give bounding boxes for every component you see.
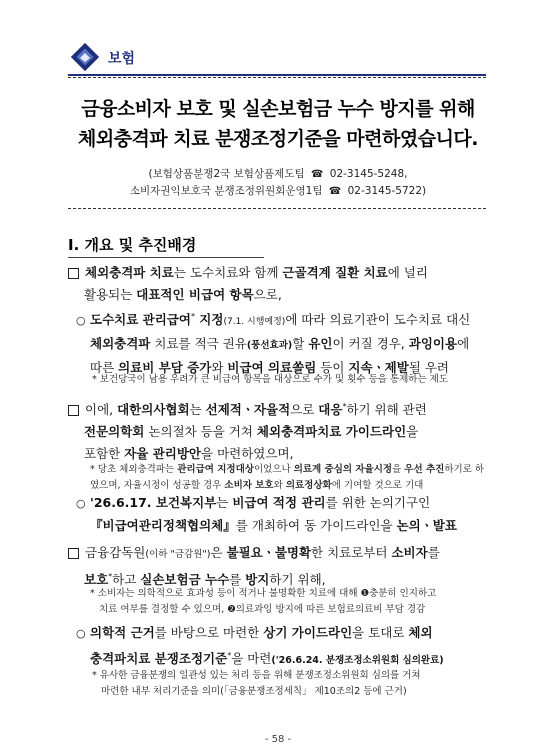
insurance-badge-icon	[70, 42, 100, 72]
paragraph-6: ○ 의학적 근거를 바탕으로 마련한 상기 가이드라인을 토대로 체외 충격파치료 분쟁조정기준*을 마련('26.6.24. 분쟁조정소위원회 심의완료)	[76, 625, 444, 667]
header-dashed-rule	[68, 77, 486, 78]
section-tag	[70, 42, 190, 72]
header-rule	[68, 74, 486, 76]
footnote-1: * 보건당국이 남용 우려가 큰 비급여 항목을 대상으로 수가 및 횟수 등을 통제하는 제도	[92, 374, 449, 385]
contact-line-1	[0, 166, 556, 181]
square-bullet-icon	[68, 548, 79, 559]
footnote-4: * 유사한 금융분쟁의 일관성 있는 처리 등을 위해 분쟁조정소위원회 심의를 거쳐 마련한 내부 처리기준을 의미(「금융분쟁조정세칙」 제10조의2 등에 근거)	[92, 670, 421, 697]
square-bullet-icon	[68, 405, 79, 416]
square-bullet-icon	[68, 268, 79, 279]
footnote-2: * 당초 체외충격파는 관리급여 지정대상이었으나 의료계 중심의 자율시정을 우선 추진하기로 하였으며, 자율시정이 성공할 경우 소비자 보호와 의료정상화에 기여할 것으로 기대	[90, 464, 485, 491]
phone-icon: ☎	[310, 169, 324, 180]
contact-line-2	[0, 183, 556, 198]
phone-icon: ☎	[328, 186, 342, 197]
footnote-3: * 소비자는 의학적으로 효과성 등이 적거나 불명확한 치료에 대해 ❶충분히 인지하고 치료 여부를 결정할 수 있으며, ❷의료과잉 방지에 따른 보험료의료비 부담 경감	[90, 588, 437, 615]
title-line-1: 금융소비자 보호 및 실손보험금 누수 방지를 위해	[81, 98, 475, 120]
contact-dashed-rule	[68, 208, 486, 209]
circle-bullet-icon: ○	[76, 497, 86, 510]
heading-underline	[68, 257, 264, 258]
paragraph-2: ○ 도수치료 관리급여* 지정(7.1. 시행예정)에 따라 의료기관이 도수치료 대신 체외충격파 치료를 적극 권유(풍선효과)할 유인이 커질 경우, 과잉이용에 따른 의료비 부담 증가와 비급여 의료쏠림 등이 지속ㆍ제발될 우려	[76, 312, 471, 376]
paragraph-1: 체외충격파 치료는 도수치료와 함께 근골격계 질환 치료에 널리 활용되는 대표적인 비급여 항목으로,	[68, 262, 488, 306]
paragraph-5: 금융감독원(이하 "금감원")은 불필요ㆍ불명확한 치료로부터 소비자를 보호*하고 실손보험금 누수를 방지하기 위해,	[68, 542, 488, 591]
circle-bullet-icon: ○	[76, 314, 86, 328]
section-label: 보험	[108, 51, 136, 67]
circle-bullet-icon: ○	[76, 627, 86, 640]
contact-phone-2: 02-3145-5722)	[347, 185, 427, 197]
section-heading: Ⅰ. 개요 및 추진배경	[68, 236, 197, 254]
contact-dept-1: (보험상품분쟁2국 보험상품제도팀	[148, 168, 305, 180]
paragraph-4: ○ '26.6.17. 보건복지부는 비급여 적정 관리를 위한 논의기구인 『비급여관리정책협의체』를 개최하여 동 가이드라인을 논의ㆍ발표	[76, 495, 457, 533]
page-number: - 58 -	[264, 734, 292, 745]
title-line-2: 체외충격파 치료 분쟁조정기준을 마련하였습니다.	[78, 128, 478, 150]
paragraph-3: 이에, 대한의사협회는 선제적ㆍ자율적으로 대응*하기 위해 관련 전문의학회 논의절차 등을 거쳐 체외충격파치료 가이드라인을 포함한 자율 관리방안을 마련하였으며,	[68, 396, 488, 465]
contact-phone-1: 02-3145-5248,	[329, 168, 408, 180]
contact-dept-2: 소비자권익보호국 분쟁조정위원회운영1팀	[129, 185, 323, 197]
